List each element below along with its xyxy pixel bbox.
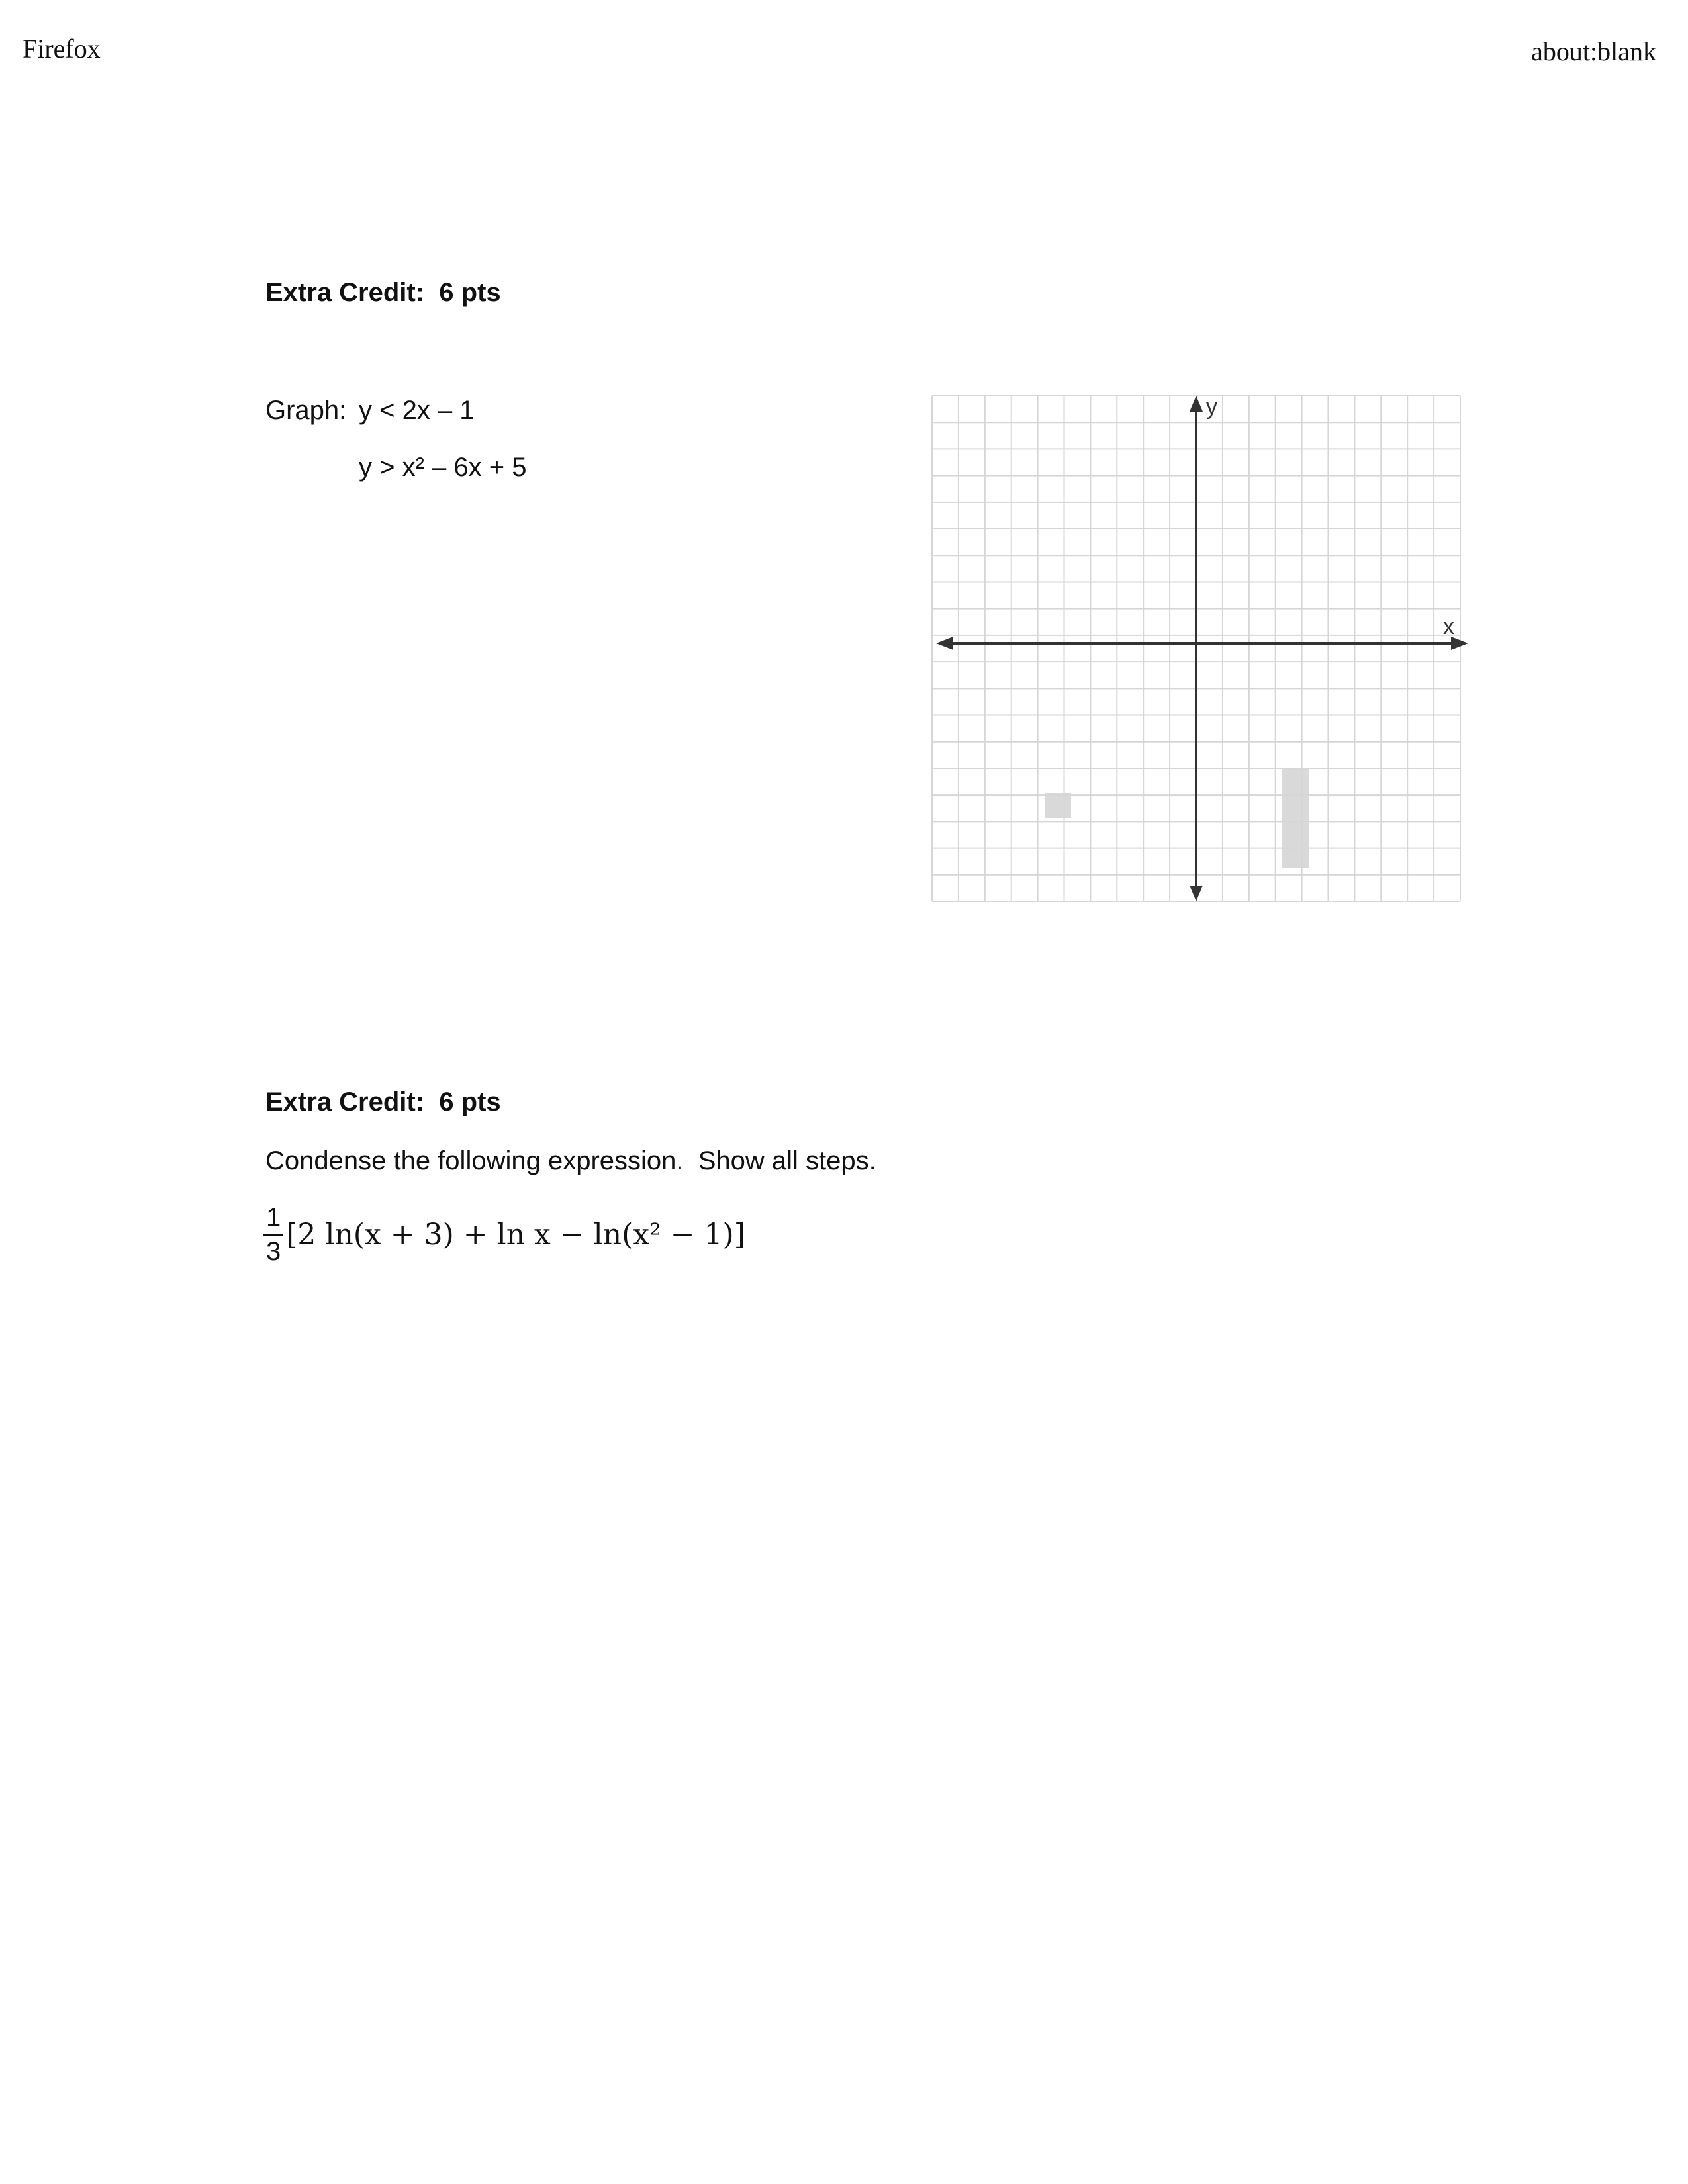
browser-name: Firefox xyxy=(23,34,101,64)
y-axis-down-arrow xyxy=(1190,886,1203,901)
log-expression xyxy=(263,1198,745,1271)
y-axis-label: y xyxy=(1206,394,1217,420)
x-axis-label: x xyxy=(1443,614,1454,639)
inequality-2: y > x² – 6x + 5 xyxy=(359,453,527,482)
coordinate-grid-svg xyxy=(927,390,1476,907)
fraction-denominator: 3 xyxy=(266,1236,281,1266)
shaded-region-right xyxy=(1282,768,1309,868)
shaded-region-left xyxy=(1045,793,1071,818)
condense-instruction: Condense the following expression. Show all steps. xyxy=(265,1146,876,1175)
fraction-numerator: 1 xyxy=(263,1203,283,1236)
expression-body: [2 ln(x + 3) + ln x − ln(x² − 1)] xyxy=(286,1217,745,1251)
page-url: about:blank xyxy=(1531,36,1656,66)
one-third-fraction xyxy=(263,1203,283,1266)
coordinate-grid[interactable] xyxy=(927,390,1476,907)
graph-label: Graph: xyxy=(265,396,347,425)
inequality-1: y < 2x – 1 xyxy=(359,396,475,425)
extra-credit-heading-2: Extra Credit: 6 pts xyxy=(265,1087,501,1116)
y-axis-up-arrow xyxy=(1190,396,1203,412)
extra-credit-heading-1: Extra Credit: 6 pts xyxy=(265,278,501,307)
x-axis-left-arrow xyxy=(936,637,953,650)
